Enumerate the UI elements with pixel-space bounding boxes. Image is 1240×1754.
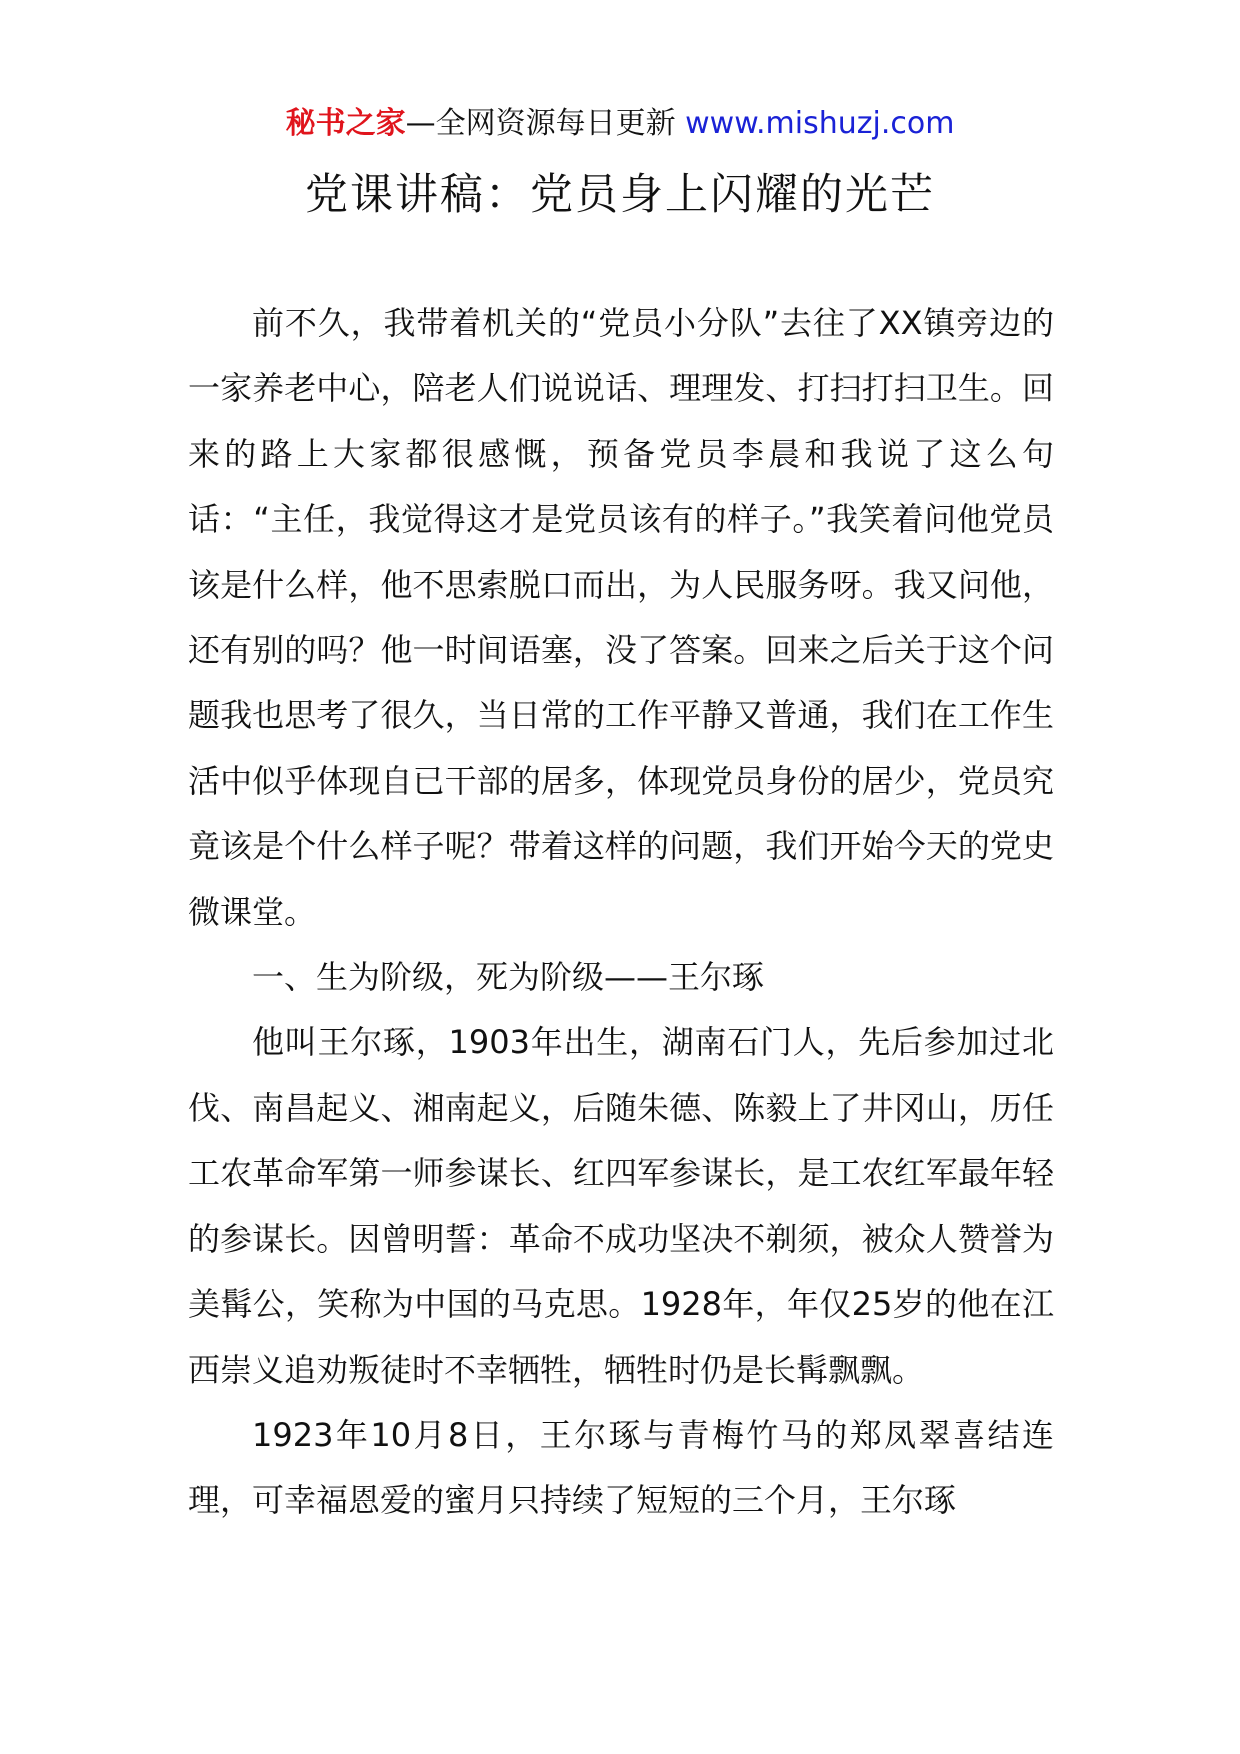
paragraph-marriage: 1923年10月8日，王尔琢与青梅竹马的郑凤翠喜结连理，可幸福恩爱的蜜月只持续了短短的三个月，王尔琢 bbox=[188, 1415, 1054, 1520]
header-slogan: —全网资源每日更新 bbox=[405, 106, 676, 141]
site-url-link[interactable]: www.mishuzj.com bbox=[685, 106, 955, 141]
paragraph-biography: 他叫王尔琢，1903年出生，湖南石门人，先后参加过北伐、南昌起义、湘南起义，后随朱德、陈毅上了井冈山，历任工农革命军第一师参谋长、红四军参谋长，是工农红军最年轻的参谋长。因曾明誓：革命不成功坚决不剃须，被众人赞誉为美髯公，笑称为中国的马克思。1928年，年仅25岁的他在江西崇义追劝叛徒时不幸牺牲，牺牲时仍是长髯飘飘。 bbox=[188, 1023, 1054, 1389]
document-title: 党课讲稿：党员身上闪耀的光芒 bbox=[305, 170, 935, 220]
brand-name: 秘书之家 bbox=[285, 106, 406, 141]
document-body bbox=[188, 291, 1054, 1534]
site-header bbox=[0, 102, 1240, 146]
section-heading: 一、生为阶级，死为阶级——王尔琢 bbox=[252, 958, 765, 997]
paragraph-intro: 前不久，我带着机关的“党员小分队”去往了XX镇旁边的一家养老中心，陪老人们说说话、理理发、打扫打扫卫生。回来的路上大家都很感慨，预备党员李晨和我说了这么句话：“主任，我觉得这才是党员该有的样子。”我笑着问他党员该是什么样，他不思索脱口而出，为人民服务呀。我又问他，还有别的吗？他一时间语塞，没了答案。回来之后关于这个问题我也思考了很久，当日常的工作平静又普通，我们在工作生活中似乎体现自已干部的居多，体现党员身份的居少，党员究竟该是个什么样子呢？带着这样的问题，我们开始今天的党史微课堂。 bbox=[188, 304, 1054, 931]
